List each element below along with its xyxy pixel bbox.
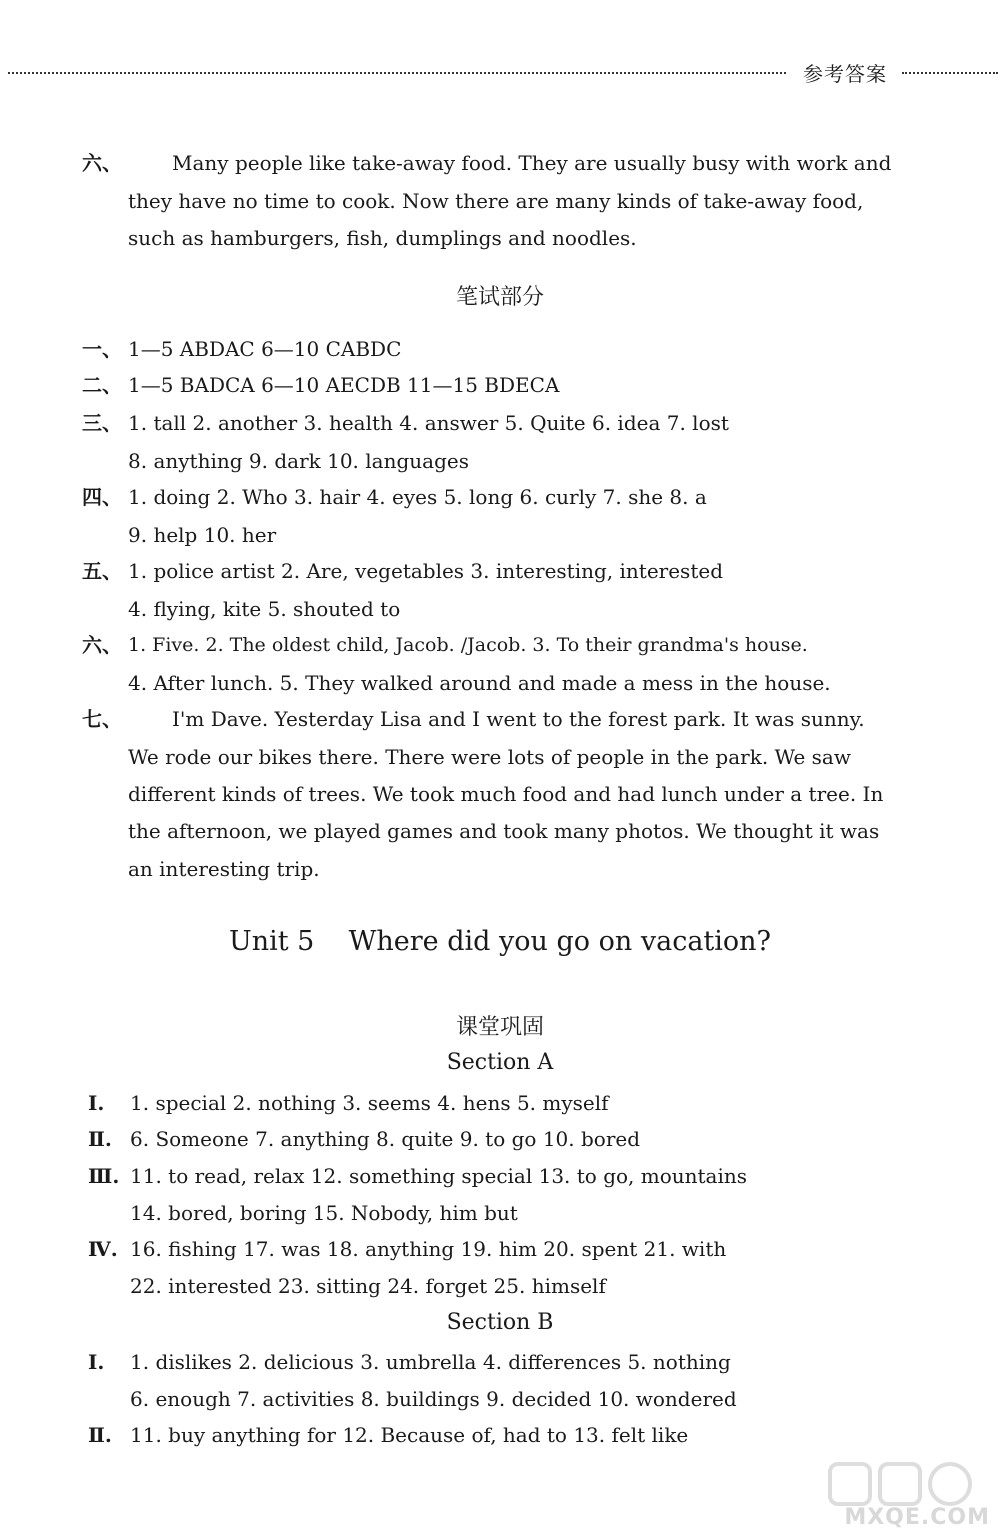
answer-line: 4. After lunch. 5. They walked around and made a mess in the house.: [128, 671, 831, 695]
section-a-line: 11. to read, relax 12. something special 13. to go, mountains: [130, 1164, 748, 1188]
section-a-line: 1. special 2. nothing 3. seems 4. hens 5. myself: [130, 1091, 609, 1115]
section-a-marker: Ⅰ.: [88, 1091, 105, 1115]
section-b-line: 11. buy anything for 12. Because of, had to 13. felt like: [130, 1423, 689, 1447]
section-b-marker: Ⅱ.: [88, 1423, 112, 1447]
answer-line: 9. help 10. her: [128, 523, 277, 547]
essay-line: the afternoon, we played games and took many photos. We thought it was: [128, 819, 880, 843]
section-a-line: 22. interested 23. sitting 24. forget 25. himself: [130, 1274, 606, 1298]
unit-subtitle: 课堂巩固: [455, 1015, 544, 1040]
answer-line: 1. doing 2. Who 3. hair 4. eyes 5. long 6. curly 7. she 8. a: [128, 485, 707, 509]
header-dotted-rule-left: [8, 72, 786, 74]
written-section-title: 笔试部分: [455, 285, 544, 310]
section-b-line: 1. dislikes 2. delicious 3. umbrella 4. differences 5. nothing: [130, 1350, 731, 1374]
listening-marker: 六、: [82, 151, 122, 175]
section-a-marker: Ⅳ.: [88, 1237, 118, 1261]
answer-marker: 二、: [82, 373, 122, 397]
answer-line: 8. anything 9. dark 10. languages: [128, 449, 469, 473]
page-header: [0, 58, 1000, 88]
answer-line: 1—5 BADCA 6—10 AECDB 11—15 BDECA: [128, 373, 560, 397]
answer-line: 1. tall 2. another 3. health 4. answer 5. Quite 6. idea 7. lost: [128, 411, 729, 435]
essay-marker: 七、: [82, 707, 122, 731]
answer-marker: 三、: [82, 411, 122, 435]
site-watermark: [810, 1458, 990, 1530]
essay-line: different kinds of trees. We took much food and had lunch under a tree. In: [128, 782, 884, 806]
answer-line: 1—5 ABDAC 6—10 CABDC: [128, 337, 402, 361]
section-a-marker: Ⅲ.: [88, 1164, 120, 1188]
section-b-marker: Ⅰ.: [88, 1350, 105, 1374]
unit-title: Unit 5 Where did you go on vacation?: [228, 926, 772, 957]
answer-line: 4. flying, kite 5. shouted to: [128, 597, 401, 621]
section-a-line: 6. Someone 7. anything 8. quite 9. to go 10. bored: [130, 1127, 641, 1151]
watermark-logo-icon: [810, 1458, 990, 1508]
section-b-title: Section B: [446, 1310, 554, 1335]
section-a-title: Section A: [446, 1050, 554, 1075]
essay-line: I'm Dave. Yesterday Lisa and I went to the forest park. It was sunny.: [172, 707, 865, 731]
watermark-text: MXQE.COM: [844, 1505, 990, 1530]
section-b-line: 6. enough 7. activities 8. buildings 9. decided 10. wondered: [130, 1387, 737, 1411]
section-a-marker: Ⅱ.: [88, 1127, 112, 1151]
listening-line: such as hamburgers, fish, dumplings and noodles.: [128, 226, 637, 250]
essay-line: We rode our bikes there. There were lots of people in the park. We saw: [128, 745, 851, 769]
answer-marker: 五、: [82, 559, 122, 583]
answer-line: 1. police artist 2. Are, vegetables 3. interesting, interested: [128, 559, 723, 583]
header-dotted-rule-right: [902, 72, 998, 74]
answer-marker: 四、: [82, 485, 122, 509]
header-title: 参考答案: [803, 62, 887, 86]
answer-marker: 一、: [82, 337, 122, 361]
section-a-line: 14. bored, boring 15. Nobody, him but: [130, 1201, 518, 1225]
answer-marker: 六、: [82, 633, 122, 657]
answer-line: 1. Five. 2. The oldest child, Jacob. /Jacob. 3. To their grandma's house.: [128, 634, 808, 656]
listening-line: they have no time to cook. Now there are many kinds of take-away food,: [128, 189, 864, 213]
essay-line: an interesting trip.: [128, 857, 320, 881]
section-a-line: 16. fishing 17. was 18. anything 19. him 20. spent 21. with: [130, 1237, 727, 1261]
listening-line: Many people like take-away food. They are usually busy with work and: [172, 151, 892, 175]
